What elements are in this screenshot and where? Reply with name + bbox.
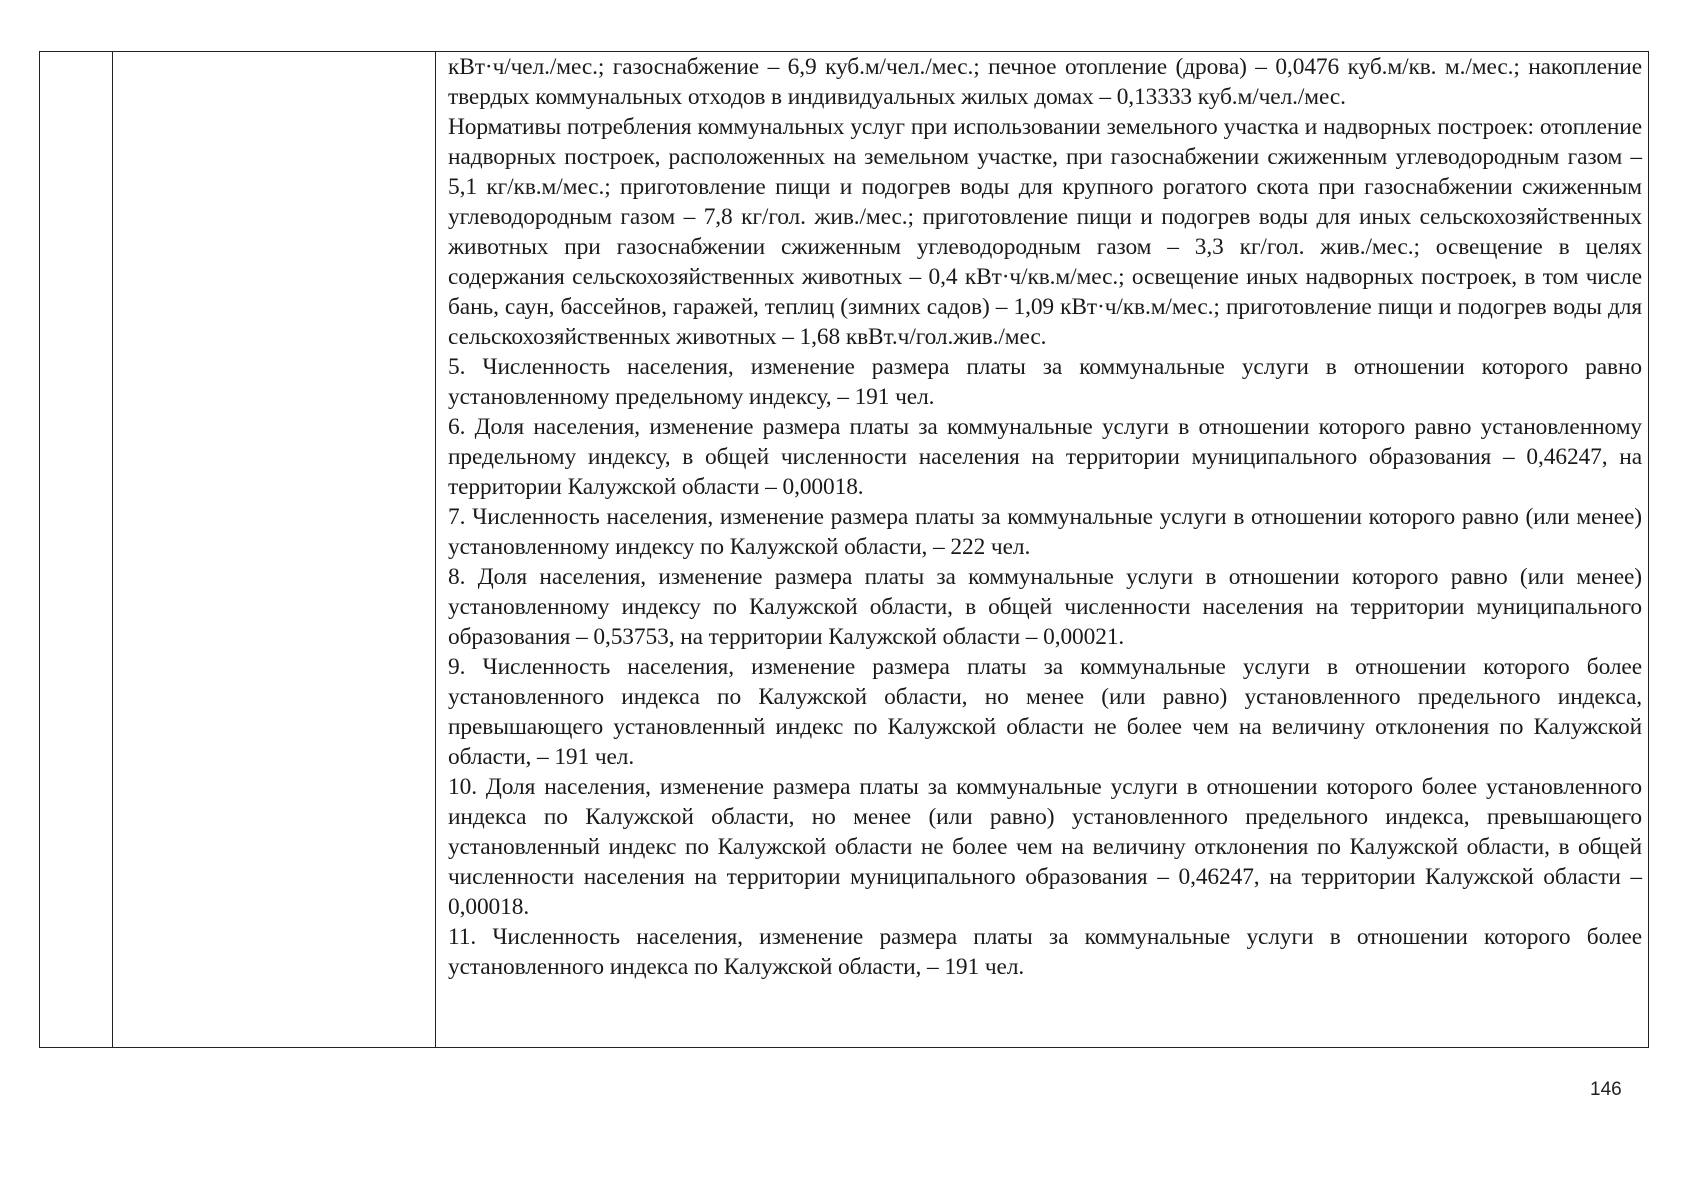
table-cell-indicator (113, 52, 436, 1048)
page-number: 146 (1590, 1079, 1622, 1100)
paragraph-item-9: 9. Численность населения, изменение размера платы за коммунальные услуги в отношении которого более установленного индекса по Калужской области, но менее (или равно) установленного предельного индекса, превышающего установленный индекс по Калужской области не более чем на величину отклонения по Калужской области, – 191 чел. (448, 654, 1642, 770)
document-table (39, 51, 1649, 1048)
table-cell-number (40, 52, 113, 1048)
paragraph-norms-continued: кВт·ч/чел./мес.; газоснабжение – 6,9 куб.м/чел./мес.; печное отопление (дрова) – 0,0476 куб.м/кв. м./мес.; накопление твердых коммунальных отходов в индивидуальных жилых домах – 0,13333 куб.м/чел./мес. (448, 54, 1642, 110)
paragraph-item-6: 6. Доля населения, изменение размера платы за коммунальные услуги в отношении которого равно установленному предельному индексу, в общей численности населения на территории муниципального образования – 0,46247, на территории Калужской области – 0,00018. (448, 414, 1642, 500)
paragraph-item-10: 10. Доля населения, изменение размера платы за коммунальные услуги в отношении которого более установленного индекса по Калужской области, но менее (или равно) установленного предельного индекса, превышающего установленный индекс по Калужской области не более чем на величину отклонения по Калужской области, в общей численности населения на территории муниципального образования – 0,46247, на территории Калужской области – 0,00018. (448, 774, 1642, 920)
paragraph-item-11: 11. Численность населения, изменение размера платы за коммунальные услуги в отношении которого более установленного индекса по Калужской области, – 191 чел. (448, 924, 1642, 980)
content-block (436, 52, 1648, 982)
paragraph-item-8: 8. Доля населения, изменение размера платы за коммунальные услуги в отношении которого равно (или менее) установленному индексу по Калужской области, в общей численности населения на территории муниципального образования – 0,53753, на территории Калужской области – 0,00021. (448, 564, 1642, 650)
paragraph-land-plot-norms: Нормативы потребления коммунальных услуг при использовании земельного участка и надворных построек: отопление надворных построек, расположенных на земельном участке, при газоснабжении сжиженным углеводородным газом – 5,1 кг/кв.м/мес.; приготовление пищи и подогрев воды для крупного рогатого скота при газоснабжении сжиженным углеводородным газом – 7,8 кг/гол. жив./мес.; приготовление пищи и подогрев воды для иных сельскохозяйственных животных при газоснабжении сжиженным углеводородным газом – 3,3 кг/гол. жив./мес.; освещение в целях содержания сельскохозяйственных животных – 0,4 кВт·ч/кв.м/мес.; освещение иных надворных построек, в том числе бань, саун, бассейнов, гаражей, теплиц (зимних садов) – 1,09 кВт·ч/кв.м/мес.; приготовление пищи и подогрев воды для сельскохозяйственных животных – 1,68 квВт.ч/гол.жив./мес. (448, 114, 1642, 350)
paragraph-item-7: 7. Численность населения, изменение размера платы за коммунальные услуги в отношении которого равно (или менее) установленному индексу по Калужской области, – 222 чел. (448, 504, 1642, 560)
table-row (40, 52, 1649, 1048)
table-cell-content (436, 52, 1649, 1048)
paragraph-item-5: 5. Численность населения, изменение размера платы за коммунальные услуги в отношении которого равно установленному предельному индексу, – 191 чел. (448, 354, 1642, 410)
